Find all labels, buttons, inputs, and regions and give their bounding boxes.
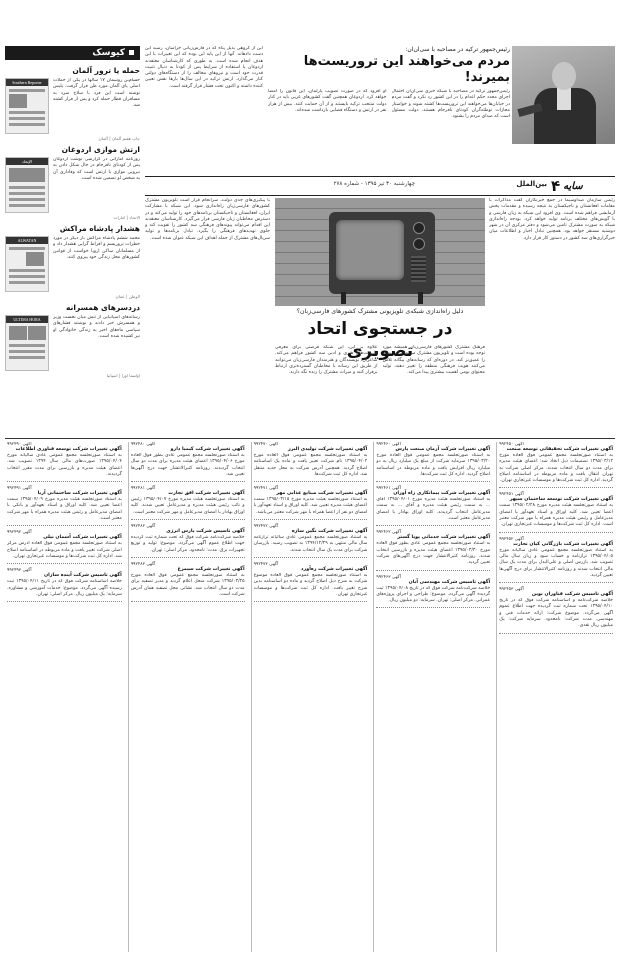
notice-body: به استناد صورتجلسه مجمع عمومی عادی بطور فوق العاده مورخ ۱۳۹۵/۰۳/۳۰ اعضای هیئت مدیره و بازرسین انتخاب شدند. روزنامه کثیرالانتشار جهت درج آگهی‌های شرکت تعیین گردید. <box>376 541 491 566</box>
notice-reference: آگهی ۹۹۲۴۵۳ <box>499 587 524 593</box>
notice-title: آگهی تاسیس شرکت پارس انرژی <box>166 529 245 535</box>
kiosk-column <box>5 62 140 434</box>
masthead: Southern Reporter <box>6 79 48 86</box>
kiosk-item-source: الاتحاد | امارات <box>113 215 140 220</box>
notice-title: آگهی تغییرات شرکت صنایع غذایی مهر <box>276 491 368 497</box>
legal-notice <box>499 587 613 633</box>
notice-title: آگهی تغییرات شرکت آرمان صنعت پارس <box>395 447 491 452</box>
legal-notice <box>499 537 613 583</box>
notice-body: به استناد صورتجلسه مجمع عمومی فوق العاده موضوع شرکت به شرح ذیل اصلاح گردید و ماده دو اساسنامه بدین شرح تغییر یافت. اداره کل ثبت شرکت‌ها و موسسات غیرتجاری تهران. <box>253 572 368 597</box>
notice-title: آگهی تغییرات شرکت خدماتی پویا گستر <box>397 535 491 541</box>
section-title: بین‌الملل <box>516 180 547 188</box>
legal-notice <box>7 530 122 564</box>
kiosk-item-source: چاپ هفتم آلمان | آلمان <box>98 136 140 141</box>
notice-body: به استناد صورتجلسه هیئت مدیره مورخ ۱۳۹۵/۰۴/۰۱ آقای ... به سمت رئیس هیئت مدیره و آقای ... به سمت مدیرعامل انتخاب گردیدند. کلیه اوراق بهادار با امضای مدیرعامل معتبر است. <box>376 497 491 522</box>
notice-reference: آگهی ۹۹۲۴۶۲ <box>376 530 401 536</box>
notice-body: به استناد صورتجلسه مجمع عمومی فوق العاده مورخ ۱۳۹۵/۰۳/۱۲ تصمیمات ذیل اتخاذ شد: اعضای هیئت مدیره برای مدت دو سال انتخاب شدند. مرکز اصلی شرکت به تهران انتقال یافت و ماده مربوطه در اساسنامه اصلاح گردید. اداره کل ثبت شرکت‌ها و موسسات غیرتجاری تهران. <box>499 453 613 484</box>
notice-title: آگهی تغییرات شرکت توسعه فناوری اطلاعات <box>15 447 122 452</box>
legal-notice <box>499 492 613 532</box>
lead-story <box>268 46 510 174</box>
side-article-text: این از گروهی بدیل پناه که در فارس‌زبانی خراسان، رسید این دست دادهاند. آنها از این پایه این بوده که این تغییرات با این هدف انجام شده است. به طوری که کارشناسان معتقدند اردوغان با استفاده از شرایط پس از کودتا به دنبال تثبیت قدرت خود است و نیروهای مخالف را از دستگاه‌های دولتی کنار می‌گذارد. ارتش ترکیه در این سال‌ها بارها نقش تعیین کننده داشته و اکنون تحت فشار قرار گرفته است. <box>145 46 263 89</box>
page-logo <box>551 178 613 194</box>
kiosk-item-title: ارتش موازی اردوغان <box>61 145 140 154</box>
notice-column <box>496 442 615 952</box>
notice-column <box>5 442 124 952</box>
notice-body: به استناد صورتجلسه هیئت مدیره مورخ ۱۳۹۵/۰۳/۱۵ سمت اعضای هیئت مدیره تعیین شد. کلیه اوراق و اسناد تعهدآور با امضای دو نفر از اعضا همراه با مهر شرکت معتبر می‌باشد. <box>253 497 368 515</box>
notice-body: به استناد صورتجلسه مجمع عمومی عادی سالیانه مورخ ۱۳۹۵/۰۴/۰۴ صورت‌های مالی سال ۱۳۹۴ تصویب شد. اعضای هیئت مدیره و بازرسین برای مدت مقرر انتخاب گردیدند. <box>7 453 122 477</box>
notice-body: به استناد صورتجلسه مجمع عمومی فوق العاده آدرس مرکز اصلی شرکت تغییر یافت و ماده مربوطه در اساسنامه اصلاح شد. اداره کل ثبت شرکت‌ها و موسسات غیرتجاری تهران. <box>7 541 122 559</box>
kiosk-item-source: اولتیما اورا | اسپانیا <box>106 373 140 378</box>
kiosk-item <box>5 145 140 220</box>
newspaper-thumbnail <box>5 78 49 134</box>
feature-side-column: رئیس سازمان صداوسیما در جمع خبرنگاران گفت مذاکرات با مقامات افغانستان و تاجیکستان به نتیجه رسیده و مقدمات پخش آزمایشی فراهم شده است. وی افزود این شبکه به زبان فارسی و با گویش‌های مختلف برنامه تولید خواهد کرد. بودجه راه‌اندازی شبکه به صورت مشترک تامین می‌شود و دفتر مرکزی آن در شهر دوشنبه مستقر خواهد بود. همچنین تبادل اخبار و اطلاعات میان خبرگزاری‌های سه کشور در دستور کار قرار دارد. <box>489 198 615 241</box>
notice-title: آگهی تاسیس شرکت آینده سازان <box>44 573 122 579</box>
legal-notice <box>376 530 490 570</box>
newspaper-thumbnail <box>5 315 49 371</box>
notice-reference: آگهی ۹۹۲۴۸۰ <box>130 442 156 447</box>
notice-body: به استناد صورتجلسه مجمع عمومی عادی سالیانه مورخ ۱۳۹۵/۰۴/۰۵ ترازنامه و حساب سود و زیان سال مالی تصویب شد. بازرس اصلی و علی‌البدل برای مدت یک سال مالی انتخاب شدند و روزنامه کثیرالانتشار برای درج آگهی‌ها تعیین گردید. <box>499 547 613 578</box>
kiosk-item <box>5 224 140 299</box>
notice-reference: آگهی ۹۹۲۴۷۰ <box>253 442 279 447</box>
notice-body: به استناد صورتجلسه هیئت مدیره مورخ ۱۳۹۵/۰۴/۰۷ رئیس و نائب رئیس هیئت مدیره و مدیرعامل تعیین شدند. کلیه اوراق بهادار با امضای مدیرعامل و مهر شرکت معتبر است. <box>130 497 245 515</box>
lead-kicker: رئیس‌جمهور ترکیه در مصاحبه با سی‌ان‌ان: <box>405 46 510 53</box>
notice-column <box>373 442 492 952</box>
legal-notice <box>376 575 490 609</box>
legal-notice <box>376 486 490 526</box>
kiosk-item-source: الوطن | عمان <box>115 294 140 299</box>
notice-body: خلاصه شرکت‌نامه شرکت فوق که تحت شماره ثبت گردیده جهت اطلاع عموم آگهی می‌گردد. موضوع: تولید و توزیع تجهیزات برق. مدت: نامحدود. مرکز اصلی: تهران. <box>130 535 245 553</box>
notice-column <box>251 442 370 952</box>
notice-body: خلاصه اساسنامه شرکت فوق که در تاریخ ۱۳۹۵/۰۴/۱۱ ثبت رسیده آگهی می‌گردد. موضوع: خدمات آموزشی و مشاوره. سرمایه: یک میلیون ریال. مرکز اصلی: تهران. <box>7 579 122 597</box>
notice-body: به استناد صورتجلسه مجمع عمومی فوق العاده مورخ ۱۳۹۵/۰۴/۰۲ نام شرکت تغییر یافت و ماده یک اساسنامه اصلاح گردید. همچنین آدرس شرکت به محل جدید منتقل شد. اداره کل ثبت شرکت‌ها. <box>253 453 368 477</box>
legal-notice <box>131 562 245 602</box>
notice-reference: آگهی ۹۹۲۴۹۳ <box>7 568 32 574</box>
notice-reference: آگهی ۹۹۲۴۶۱ <box>376 486 401 492</box>
notice-title: آگهی تغییرات شرکت پیمانکاری راه آوران <box>393 491 491 497</box>
notice-body: خلاصه شرکت‌نامه شرکت فوق که در تاریخ ۱۳۹۵/۰۴/۰۸ ثبت گردیده آگهی می‌گردد. موضوع: طراحی و اجرای پروژه‌های عمرانی. مرکز اصلی: تهران. سرمایه: دو میلیون ریال. <box>376 585 491 604</box>
feature-body-column: فرهنگ مشترک کشورهای فارسی‌زبان همیشه مورد توجه بوده است و تلویزیون مشترک می‌تواند این پیوند را عمیق‌تر کند. در دوره‌ای که رسانه‌های بیگانه تلاش می‌کنند هویت فرهنگی منطقه را تغییر دهند، تولید محتوای بومی اهمیت بیشتری پیدا می‌کند. <box>382 345 485 376</box>
legal-notice <box>7 568 122 602</box>
notice-title: آگهی تاسیس شرکت فناوران نوین <box>531 592 613 598</box>
kiosk-item-body: رسانه‌های اسپانیایی از تنش میان نخست وزیر و همسرش خبر دادند و نوشتند فشارهای سیاسی ماه‌های اخیر به زندگی خانوادگی او نیز کشیده شده است. <box>53 315 140 339</box>
notice-reference: آگهی ۹۹۲۴۷۲ <box>253 524 279 530</box>
notice-reference: آگهی ۹۹۲۴۷۱ <box>253 486 279 492</box>
television-icon <box>329 212 435 294</box>
legal-notice <box>254 442 368 482</box>
newspaper-thumbnail <box>5 236 49 292</box>
notice-title: آگهی تغییرات شرکت ره‌آورد <box>301 566 368 572</box>
notice-title: آگهی تاسیس شرکت مهندسی آبان <box>408 579 491 585</box>
square-icon <box>129 50 134 55</box>
masthead: ULTIMA HORA <box>6 316 48 323</box>
notice-title: آگهی تغییرات شرکت سیمرغ <box>177 566 245 572</box>
kiosk-header <box>5 46 140 60</box>
notice-title: آگهی تغییرات شرکت تولیدی البرز <box>287 447 368 452</box>
kiosk-item-body: محمد ششم پادشاه مراکش بار دیگر در مورد خطرات تروریسم و افراط گرایی هشدار داد و از مسلمانان ساکن اروپا خواست از قوانین کشورهای محل زندگی خود پیروی کنند. <box>53 236 140 260</box>
newspaper-thumbnail <box>5 157 49 213</box>
notice-title: آگهی تغییرات شرکت ساختمانی آریا <box>37 491 122 497</box>
notice-title: آگهی تغییرات شرکت آسمان نیلی <box>43 535 122 541</box>
notice-body: خلاصه شرکت‌نامه و اساسنامه شرکت فوق که در تاریخ ۱۳۹۵/۰۴/۱۰ تحت شماره ثبت گردیده جهت اطلاع عموم آگهی می‌گردد. موضوع شرکت: ارائه خدمات فنی و مهندسی. مدت شرکت: نامحدود. سرمایه شرکت: یک میلیون ریال نقدی. <box>499 598 613 629</box>
notice-reference: آگهی ۹۹۲۴۸۱ <box>130 486 156 492</box>
issue-date: چهارشنبه ۳۰ تیر ۱۳۹۵ - شماره ۲۷۸ <box>333 181 415 187</box>
legal-notice <box>131 486 245 520</box>
notice-reference: آگهی ۹۹۲۴۵۱ <box>499 492 524 498</box>
lead-body-column: او افزود که در صورت تصویب پارلمان، این قانون را امضا خواهد کرد. اردوغان همچنین گفت کشورهای غربی باید در کنار دولت منتخب ترکیه بایستند و از آن حمایت کنند. بیش از هزار نفر در ارتش و دستگاه قضایی بازداشت شده‌اند. <box>268 89 387 113</box>
notice-title: آگهی تغییرات شرکت افق تجارت <box>168 491 245 497</box>
notice-reference: آگهی ۹۹۲۴۹۲ <box>7 530 32 536</box>
notice-reference: آگهی ۹۹۲۴۹۰ <box>7 442 32 447</box>
kiosk-item <box>5 66 140 141</box>
notice-title: آگهی تغییرات شرکت توسعه ساختمان سپهر <box>509 497 613 503</box>
masthead: الإتحاد <box>6 158 48 165</box>
kiosk-item-title: حمله یا ترور آلمان <box>72 66 140 75</box>
legal-notice <box>254 562 368 602</box>
notice-reference: آگهی ۹۹۲۴۵۰ <box>499 442 524 447</box>
legal-notice <box>7 442 122 482</box>
kiosk-item-title: هشدار پادشاه مراکش <box>59 224 140 233</box>
notice-reference: آگهی ۹۹۲۴۸۳ <box>130 561 156 567</box>
page-number: ۴ <box>551 177 561 195</box>
lead-body-column: رئیس‌جمهور ترکیه در مصاحبه با شبکه خبری سی‌ان‌ان احتمال اجرای مجدد حکم اعدام را در این کشور رد نکرد و گفت مردم در خیابان‌ها می‌خواهند این تروریست‌ها کشته شوند و خواستار مجازات توطئه‌گران کودتای نافرجام هستند. دولت مسئول است که صدای مردم را بشنود. <box>391 89 510 120</box>
feature-body-column: علاوه بر این، این شبکه فرصتی برای معرفی ظرفیت‌های هنری و ادبی سه کشور فراهم می‌کند. شاعران، نویسندگان و هنرمندان فارسی‌زبان می‌توانند از طریق این رسانه با مخاطبان گسترده‌تری ارتباط برقرار کنند و میراث مشترک را زنده نگه دارند. <box>275 345 378 376</box>
notice-title: آگهی تغییرات شرکت کیمیا دارو <box>170 447 245 452</box>
paper-name: سایه <box>563 180 583 192</box>
notice-body: به استناد صورتجلسه هیئت مدیره مورخ ۱۳۹۵/۰۴/۰۹ سمت اعضا تعیین شد. کلیه اوراق و اسناد تعهدآور و بانکی با امضای مدیرعامل و رئیس هیئت مدیره همراه با مهر شرکت معتبر است. <box>7 497 122 522</box>
legal-notice <box>376 442 490 482</box>
kiosk-item-body: روزنامه اماراتی در گزارشی نوشت اردوغان پس از کودتای نافرجام در حال شکل دادن به نیرویی موازی با ارتش است که وفاداری آن به شخص او تضمین شده است. <box>53 157 140 181</box>
notice-reference: آگهی ۹۹۲۴۸۲ <box>130 524 156 530</box>
feature-side-column: با پیگیری‌های جدی دولت، سرانجام قرار است تلویزیون مشترک کشورهای فارسی‌زبان راه‌اندازی شود. این شبکه با مشارکت ایران، افغانستان و تاجیکستان برنامه‌های خود را تولید می‌کند و در دسترس مخاطبان زبان فارسی قرار می‌گیرد. کارشناسان معتقدند این اقدام می‌تواند پیوندهای فرهنگی سه کشور را تقویت کند و جلوی تهدیدهای فرهنگی را بگیرد. تبادل برنامه‌ها و تولید سریال‌های مشترک از جمله اهداف این شبکه عنوان شده است. <box>145 198 270 241</box>
lead-photo <box>512 46 615 144</box>
notice-title: آگهی تغییرات شرکت تحقیقاتی توسعه صنعت <box>506 447 613 452</box>
lead-headline: مردم می‌خواهند این تروریست‌ها بمیرند! <box>303 54 510 85</box>
notice-reference: آگهی ۹۹۲۴۵۲ <box>499 536 524 542</box>
notice-column <box>128 442 247 952</box>
legal-notices <box>5 442 615 952</box>
legal-notice <box>131 524 245 558</box>
notice-reference: آگهی ۹۹۲۴۶۳ <box>376 574 401 580</box>
kiosk-item-title: دردسرهای همسرانه <box>65 303 140 312</box>
kiosk-item <box>5 303 140 378</box>
feature-headline: در جستجوی اتحاد تصویری <box>307 319 453 361</box>
feature-photo <box>275 198 485 306</box>
legal-notice <box>254 524 368 558</box>
page-header-bar <box>145 176 615 196</box>
notice-title: آگهی تغییرات شرکت نگین سازه <box>291 529 368 535</box>
notice-body: به استناد صورتجلسه مجمع عمومی عادی بطور فوق العاده مورخ ۱۳۹۵/۰۴/۰۶ اعضای هیئت مدیره برای مدت دو سال انتخاب گردیدند. روزنامه کثیرالانتشار جهت درج آگهی‌ها تعیین شد. <box>130 453 245 477</box>
notice-reference: آگهی ۹۹۲۴۷۳ <box>253 561 279 567</box>
legal-notice <box>499 442 613 488</box>
notice-body: به استناد صورتجلسه هیئت مدیره مورخ ۱۳۹۵/۰۲/۲۸ سمت اعضا تعیین شد. کلیه اوراق و اسناد تعهدآور با امضای مدیرعامل و رئیس هیئت مدیره همراه با مهر شرکت معتبر است. اداره کل ثبت شرکت‌ها و موسسات غیرتجاری تهران. <box>499 503 613 528</box>
notice-title: آگهی تغییرات شرکت بازرگانی کیان تجارت <box>513 541 613 547</box>
notice-body: به استناد صورتجلسه مجمع عمومی فوق العاده مورخ ۱۳۹۵/۰۳/۲۵ شرکت منحل اعلام گردید و مدیر تصفیه برای مدت دو سال انتخاب شد. نشانی محل تصفیه همان آدرس شرکت است. <box>130 572 245 597</box>
masthead: ALWATAN <box>6 237 48 244</box>
feature-subtitle: دلیل راه‌اندازی شبکه‌ی تلویزیونی مشترک کشورهای فارسی‌زبان؟ <box>296 308 464 315</box>
notice-reference: آگهی ۹۹۲۴۶۰ <box>376 442 401 447</box>
kiosk-item-body: حسام‌بن روسمان ١٧ سالها در یکی از حملات اصلی پای آلمان مورد ظن قرار گرفت. پلیس نوشته است این فرد با سلاح سرد به مسافران قطار حمله کرد و پس از فرار کشته شد. <box>53 78 140 109</box>
kiosk-header-label: کیوسک <box>92 48 125 58</box>
legal-notice <box>131 442 245 482</box>
legal-notice <box>7 486 122 526</box>
legal-notice <box>254 486 368 520</box>
section-divider <box>5 438 615 439</box>
notice-body: به استناد صورتجلسه مجمع عمومی عادی سالیانه ترازنامه سال مالی منتهی به ۱۳۹۴/۱۲/۲۹ به تصویب رسید. بازرسان شرکت برای مدت یک سال انتخاب شدند. <box>253 535 368 553</box>
notice-reference: آگهی ۹۹۲۴۹۱ <box>7 486 32 492</box>
notice-body: به استناد صورتجلسه مجمع عمومی فوق العاده مورخ ۱۳۹۵/۰۳/۲۰ سرمایه شرکت از مبلغ یک میلیارد ریال به دو میلیارد ریال افزایش یافت و ماده مربوطه در اساسنامه اصلاح گردید. اداره کل ثبت شرکت‌ها. <box>376 453 491 477</box>
